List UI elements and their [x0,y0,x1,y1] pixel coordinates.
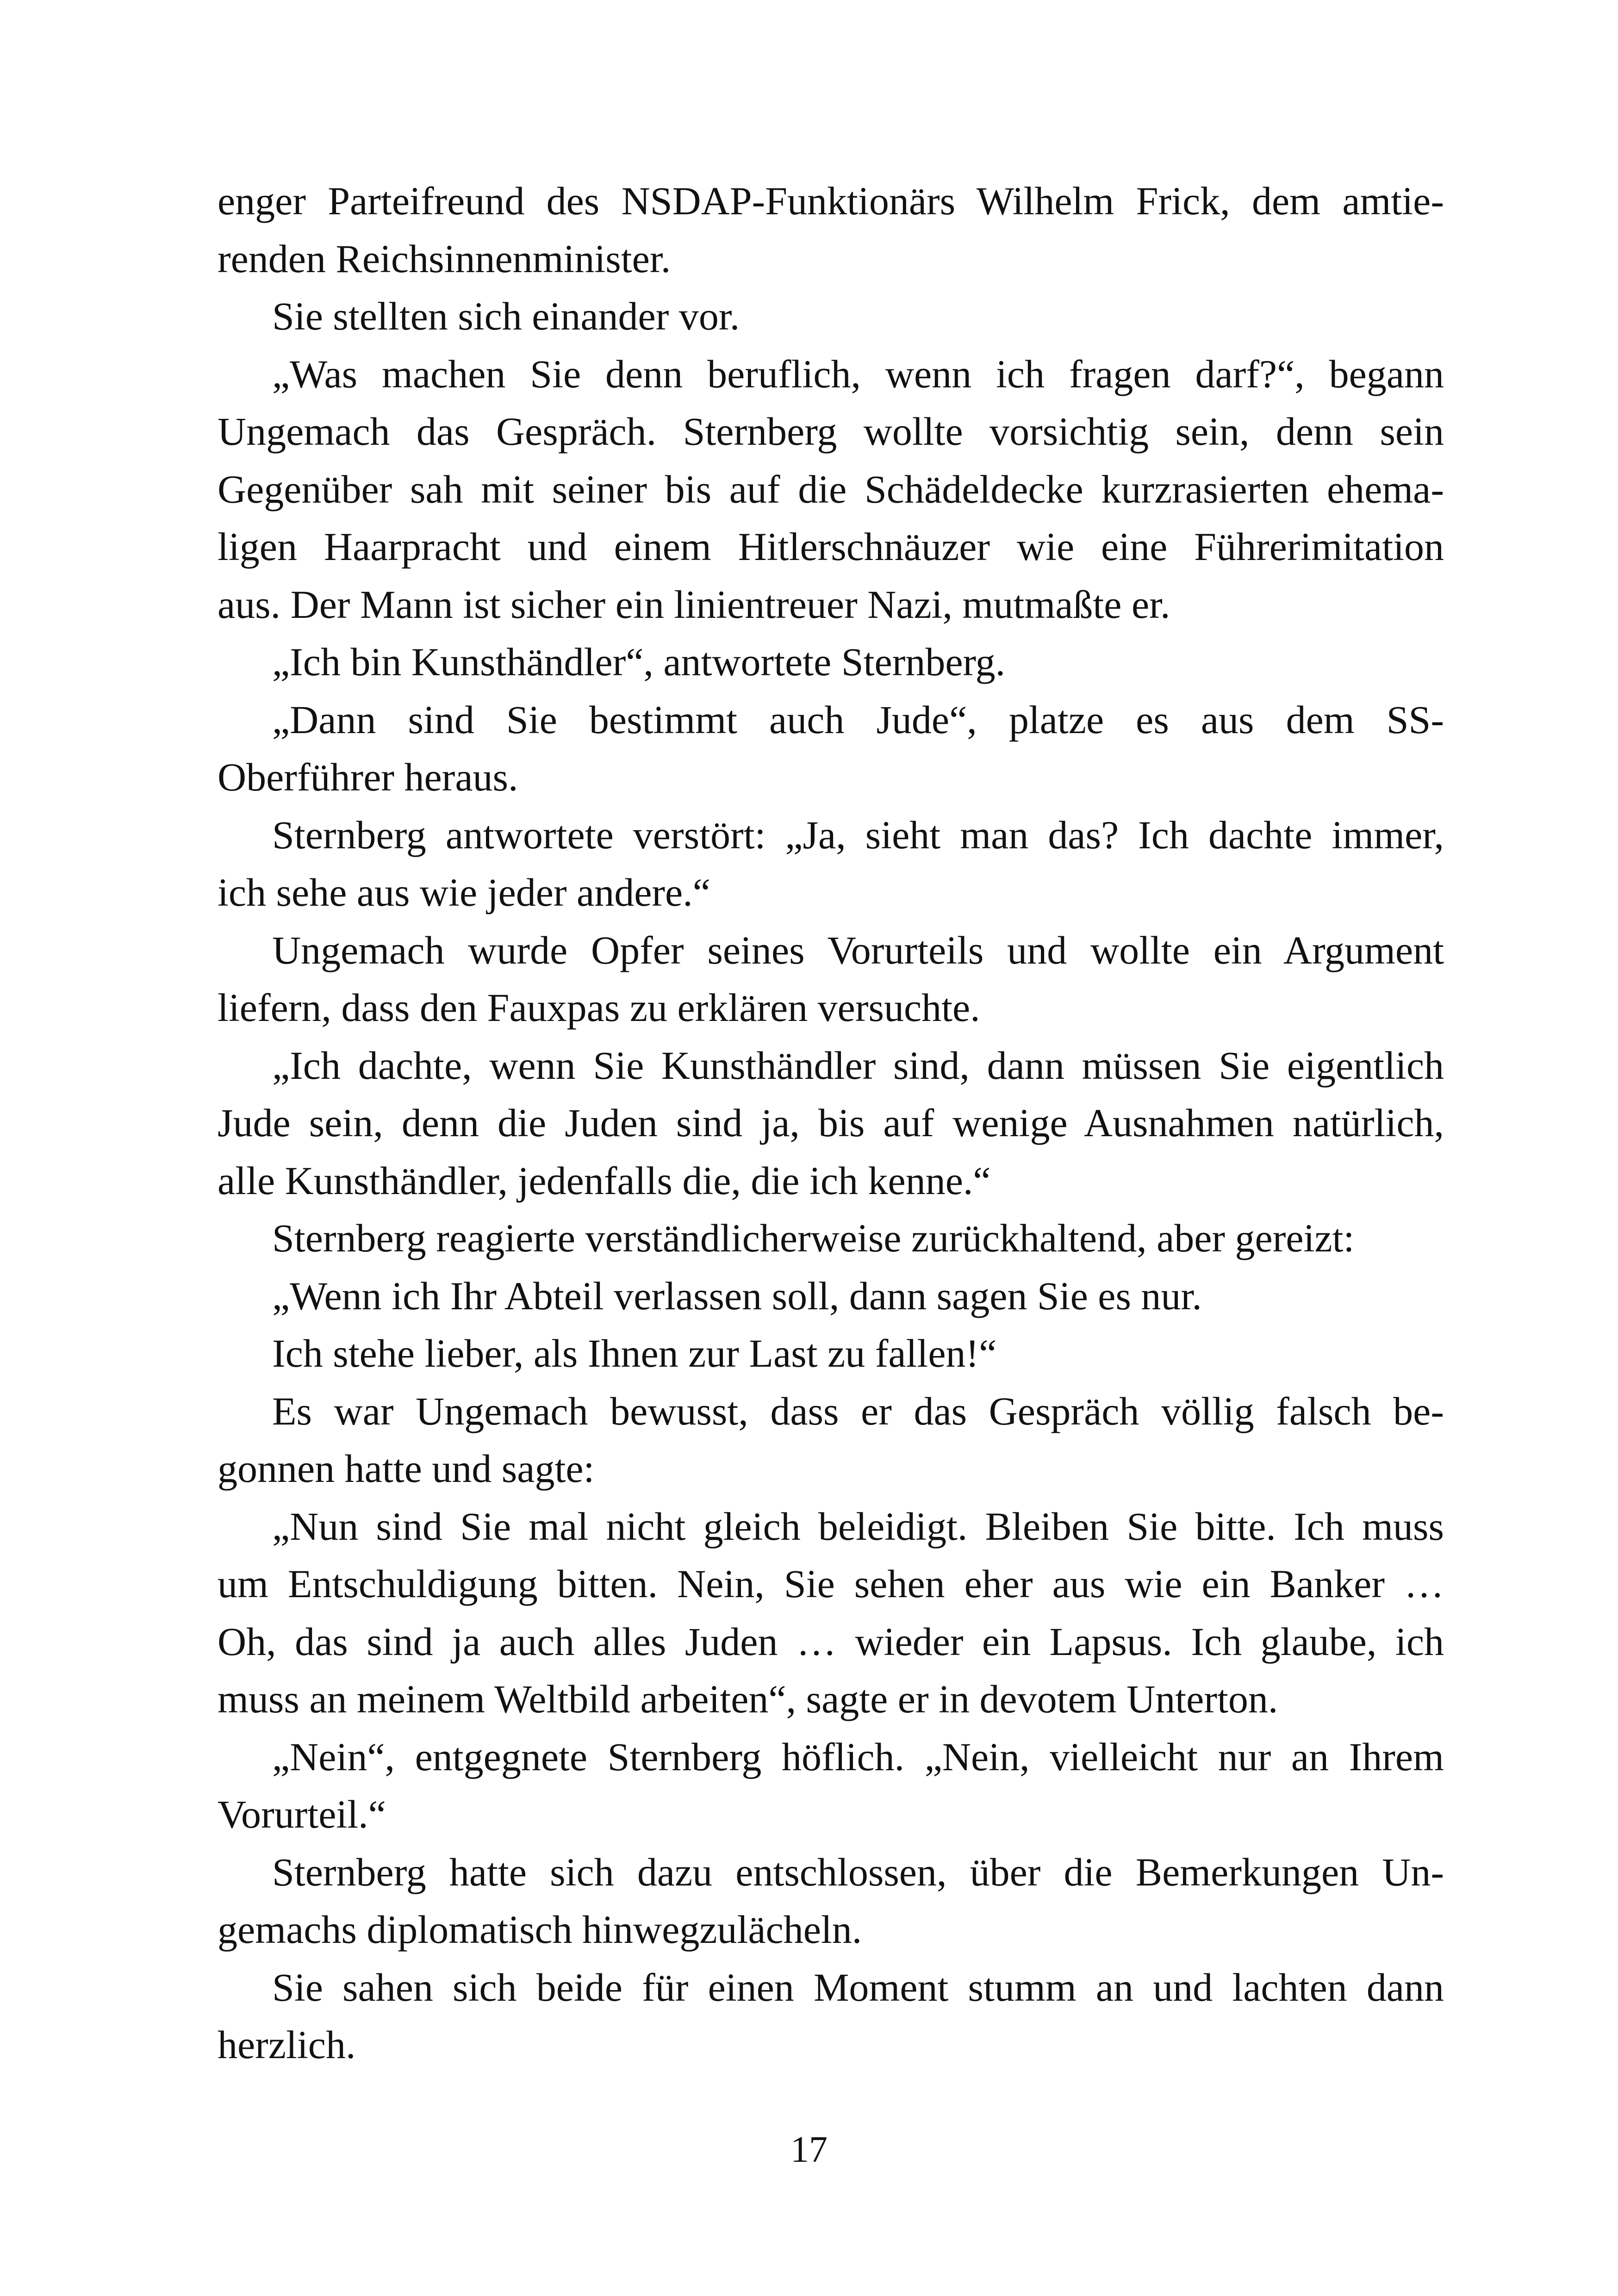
text-line: „Ich dachte, wenn Sie Kunsthändler sind, dann müssen Sie eigentlich [272,1043,1444,1088]
text-line: Es war Ungemach bewusst, dass er das Gespräch völlig falsch be- [272,1388,1444,1433]
text-line: Oh, das sind ja auch alles Juden … wieder ein Lapsus. Ich glaube, ich [218,1619,1444,1664]
text-line: „Wenn ich Ihr Abteil verlassen soll, dann sagen Sie es nur. [272,1273,1202,1318]
text-line: renden Reichsinnenminister. [218,236,671,281]
text-line: muss an meinem Weltbild arbeiten“, sagte er in devotem Unterton. [218,1677,1278,1721]
text-line: ligen Haarpracht und einem Hitlerschnäuzer wie eine Führerimitation [218,524,1444,569]
text-line: aus. Der Mann ist sicher ein linientreuer Nazi, mutmaßte er. [218,582,1170,627]
text-line: „Ich bin Kunsthändler“, antwortete Sternberg. [272,640,1006,684]
text-line: „Nun sind Sie mal nicht gleich beleidigt. Bleiben Sie bitte. Ich muss [272,1504,1444,1549]
text-line: Sie sahen sich beide für einen Moment stumm an und lachten dann [272,1965,1444,2010]
text-line: ich sehe aus wie jeder andere.“ [218,870,710,915]
text-line: Gegenüber sah mit seiner bis auf die Schädeldecke kurzrasierten ehema- [218,467,1444,511]
text-line: Sternberg hatte sich dazu entschlossen, über die Bemerkungen Un- [272,1849,1444,1894]
text-line: Sternberg reagierte verständlicherweise zurückhaltend, aber gereizt: [272,1216,1355,1260]
text-line: herzlich. [218,2022,356,2067]
text-line: gemachs diplomatisch hinwegzulächeln. [218,1907,862,1952]
text-line: Sie stellten sich einander vor. [272,294,740,338]
text-line: „Was machen Sie denn beruflich, wenn ich fragen darf?“, begann [272,351,1444,396]
text-line: Oberführer heraus. [218,755,518,799]
text-line: gonnen hatte und sagte: [218,1446,595,1491]
body-text [218,172,1444,2074]
text-line: Sternberg antwortete verstört: „Ja, sieht man das? Ich dachte immer, [272,812,1444,857]
page-number: 17 [790,2129,828,2170]
text-line: Ich stehe lieber, als Ihnen zur Last zu fallen!“ [272,1331,997,1375]
text-line: „Dann sind Sie bestimmt auch Jude“, platze es aus dem SS- [272,697,1444,742]
text-line: „Nein“, entgegnete Sternberg höflich. „Nein, vielleicht nur an Ihrem [272,1734,1444,1779]
text-line: Ungemach wurde Opfer seines Vorurteils und wollte ein Argument [272,927,1444,972]
text-line: um Entschuldigung bitten. Nein, Sie sehen eher aus wie ein Banker … [218,1562,1444,1606]
text-line: Ungemach das Gespräch. Sternberg wollte vorsichtig sein, denn sein [218,409,1444,454]
text-line: Jude sein, denn die Juden sind ja, bis auf wenige Ausnahmen natürlich, [218,1101,1444,1145]
text-line: Vorurteil.“ [218,1792,386,1836]
text-line: enger Parteifreund des NSDAP-Funktionärs Wilhelm Frick, dem amtie- [218,179,1444,223]
text-line: alle Kunsthändler, jedenfalls die, die ich kenne.“ [218,1158,991,1203]
text-line: liefern, dass den Fauxpas zu erklären versuchte. [218,985,980,1030]
